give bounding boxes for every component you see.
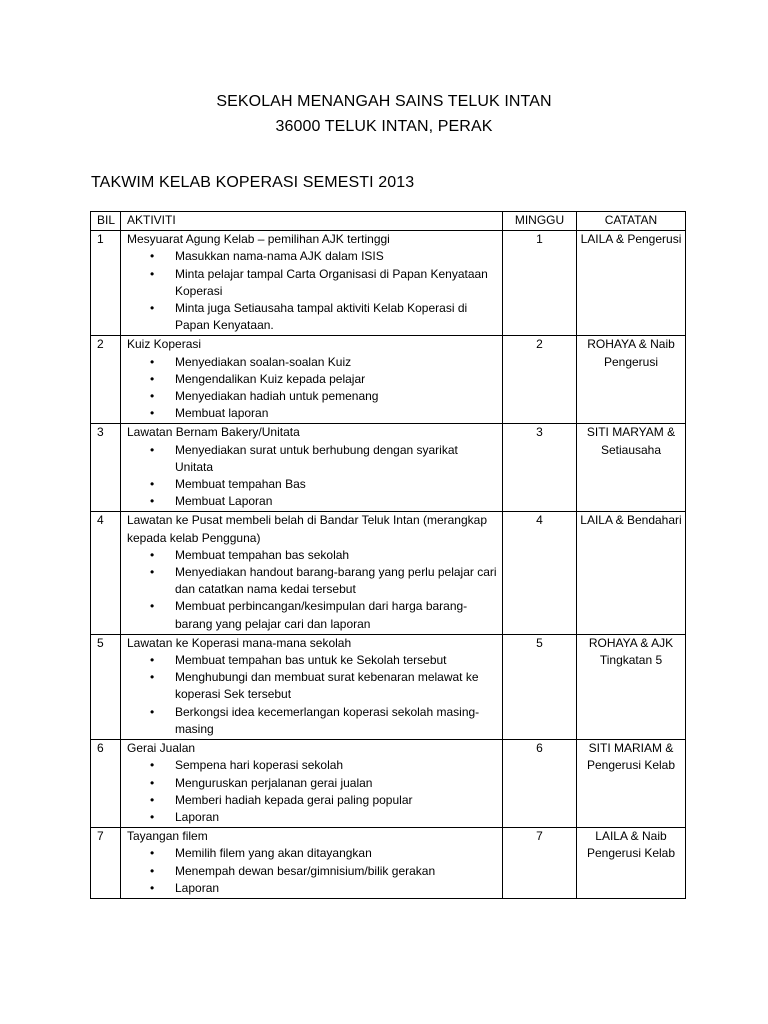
- row-number: 4: [91, 512, 121, 634]
- week-number: 1: [503, 231, 577, 336]
- bullet-icon: •: [150, 249, 155, 264]
- task-text: Membuat Laporan: [175, 494, 273, 509]
- task-text: Minta juga Setiausaha tampal aktiviti Kelab Koperasi di Papan Kenyataan.: [175, 301, 468, 333]
- task-text: Mengendalikan Kuiz kepada pelajar: [175, 371, 366, 386]
- bullet-icon: •: [150, 846, 155, 861]
- bullet-icon: •: [150, 477, 155, 492]
- table-header-row: [91, 212, 686, 231]
- activity-task-item: [150, 809, 499, 826]
- bullet-icon: •: [150, 406, 155, 421]
- task-text: Menghubungi dan membuat surat kebenaran melawat ke koperasi Sek tersebut: [175, 670, 479, 702]
- bullet-icon: •: [150, 863, 155, 878]
- row-number: 6: [91, 740, 121, 828]
- task-text: Berkongsi idea kecemerlangan koperasi sekolah masing-masing: [175, 704, 480, 736]
- bullet-icon: •: [150, 266, 155, 281]
- activity-task-item: [150, 547, 499, 564]
- activity-title: Tayangan filem: [127, 829, 208, 844]
- activity-task-item: [150, 354, 499, 371]
- task-text: Menyediakan surat untuk berhubung dengan syarikat Unitata: [175, 442, 458, 474]
- person-in-charge: ROHAYA & Naib Pengerusi: [577, 336, 686, 424]
- activity-title: Kuiz Koperasi: [127, 337, 202, 352]
- activity-task-item: [150, 845, 499, 862]
- activity-title: Lawatan Bernam Bakery/Unitata: [127, 425, 300, 440]
- activity-calendar-table: [90, 211, 686, 899]
- activity-task-item: [150, 248, 499, 265]
- activity-task-item: [150, 792, 499, 809]
- activity-task-item: [150, 757, 499, 774]
- document-title: TAKWIM KELAB KOPERASI SEMESTI 2013: [91, 174, 415, 191]
- task-text: Memberi hadiah kepada gerai paling popular: [175, 792, 413, 807]
- task-text: Membuat laporan: [175, 406, 269, 421]
- header-bil: BIL: [91, 212, 121, 231]
- bullet-icon: •: [150, 758, 155, 773]
- activity-task-item: [150, 442, 499, 476]
- person-in-charge: SITI MARYAM & Setiausaha: [577, 424, 686, 512]
- header-aktiviti: AKTIVITI: [121, 212, 503, 231]
- table-row: [91, 231, 686, 336]
- school-address: 36000 TELUK INTAN, PERAK: [275, 118, 493, 135]
- task-text: Menyediakan hadiah untuk pemenang: [175, 389, 379, 404]
- header-minggu: MINGGU: [503, 212, 577, 231]
- bullet-icon: •: [150, 880, 155, 895]
- table-row: [91, 512, 686, 634]
- task-text: Membuat tempahan bas sekolah: [175, 547, 350, 562]
- task-text: Sempena hari koperasi sekolah: [175, 758, 344, 773]
- activity-task-item: [150, 405, 499, 422]
- activity-task-item: [150, 880, 499, 897]
- week-number: 4: [503, 512, 577, 634]
- activity-task-list: [127, 442, 499, 511]
- task-text: Menyediakan soalan-soalan Kuiz: [175, 354, 352, 369]
- bullet-icon: •: [150, 301, 155, 316]
- week-number: 2: [503, 336, 577, 424]
- bullet-icon: •: [150, 371, 155, 386]
- task-text: Memilih filem yang akan ditayangkan: [175, 846, 372, 861]
- bullet-icon: •: [150, 599, 155, 614]
- bullet-icon: •: [150, 670, 155, 685]
- bullet-icon: •: [150, 653, 155, 668]
- task-text: Menyediakan handout barang-barang yang perlu pelajar cari dan catatkan nama kedai tersebut: [175, 565, 497, 597]
- activity-cell: [121, 336, 503, 424]
- table-row: [91, 424, 686, 512]
- task-text: Membuat tempahan Bas: [175, 477, 306, 492]
- activity-title: Mesyuarat Agung Kelab – pemilihan AJK tertinggi: [127, 232, 390, 247]
- activity-task-list: [127, 757, 499, 826]
- activity-cell: [121, 424, 503, 512]
- bullet-icon: •: [150, 792, 155, 807]
- activity-cell: [121, 634, 503, 739]
- activity-task-item: [150, 300, 499, 334]
- task-text: Minta pelajar tampal Carta Organisasi di Papan Kenyataan Koperasi: [175, 266, 488, 298]
- activity-task-list: [127, 547, 499, 633]
- bullet-icon: •: [150, 704, 155, 719]
- week-number: 6: [503, 740, 577, 828]
- bullet-icon: •: [150, 775, 155, 790]
- task-text: Masukkan nama-nama AJK dalam ISIS: [175, 249, 384, 264]
- task-text: Menempah dewan besar/gimnisium/bilik gerakan: [175, 863, 436, 878]
- bullet-icon: •: [150, 547, 155, 562]
- row-number: 7: [91, 828, 121, 899]
- table-row: [91, 828, 686, 899]
- activity-task-list: [127, 354, 499, 423]
- bullet-icon: •: [150, 494, 155, 509]
- activity-task-item: [150, 652, 499, 669]
- bullet-icon: •: [150, 354, 155, 369]
- activity-task-item: [150, 493, 499, 510]
- activity-task-item: [150, 704, 499, 738]
- week-number: 5: [503, 634, 577, 739]
- activity-cell: [121, 828, 503, 899]
- task-text: Laporan: [175, 809, 220, 824]
- activity-task-list: [127, 248, 499, 334]
- activity-title: Lawatan ke Pusat membeli belah di Bandar Teluk Intan (merangkap kepada kelab Pengguna): [127, 513, 487, 545]
- activity-task-item: [150, 775, 499, 792]
- task-text: Laporan: [175, 880, 220, 895]
- person-in-charge: LAILA & Bendahari: [577, 512, 686, 634]
- person-in-charge: SITI MARIAM & Pengerusi Kelab: [577, 740, 686, 828]
- row-number: 2: [91, 336, 121, 424]
- table-row: [91, 740, 686, 828]
- activity-task-item: [150, 863, 499, 880]
- activity-task-item: [150, 669, 499, 703]
- activity-task-item: [150, 371, 499, 388]
- activity-task-item: [150, 266, 499, 300]
- person-in-charge: LAILA & Naib Pengerusi Kelab: [577, 828, 686, 899]
- task-text: Menguruskan perjalanan gerai jualan: [175, 775, 373, 790]
- activity-cell: [121, 231, 503, 336]
- table-row: [91, 634, 686, 739]
- activity-task-item: [150, 598, 499, 632]
- school-name: SEKOLAH MENANGAH SAINS TELUK INTAN: [216, 93, 552, 110]
- bullet-icon: •: [150, 442, 155, 457]
- person-in-charge: LAILA & Pengerusi: [577, 231, 686, 336]
- person-in-charge: ROHAYA & AJK Tingkatan 5: [577, 634, 686, 739]
- task-text: Membuat tempahan bas untuk ke Sekolah tersebut: [175, 653, 447, 668]
- row-number: 5: [91, 634, 121, 739]
- activity-task-item: [150, 476, 499, 493]
- activity-title: Lawatan ke Koperasi mana-mana sekolah: [127, 635, 352, 650]
- activity-title: Gerai Jualan: [127, 741, 196, 756]
- header-catatan: CATATAN: [577, 212, 686, 231]
- bullet-icon: •: [150, 809, 155, 824]
- table-row: [91, 336, 686, 424]
- activity-task-item: [150, 564, 499, 598]
- task-text: Membuat perbincangan/kesimpulan dari harga barang-barang yang pelajar cari dan laporan: [175, 599, 468, 631]
- activity-task-list: [127, 845, 499, 897]
- row-number: 1: [91, 231, 121, 336]
- activity-cell: [121, 740, 503, 828]
- week-number: 7: [503, 828, 577, 899]
- bullet-icon: •: [150, 389, 155, 404]
- week-number: 3: [503, 424, 577, 512]
- activity-task-item: [150, 388, 499, 405]
- activity-task-list: [127, 652, 499, 738]
- row-number: 3: [91, 424, 121, 512]
- bullet-icon: •: [150, 565, 155, 580]
- activity-cell: [121, 512, 503, 634]
